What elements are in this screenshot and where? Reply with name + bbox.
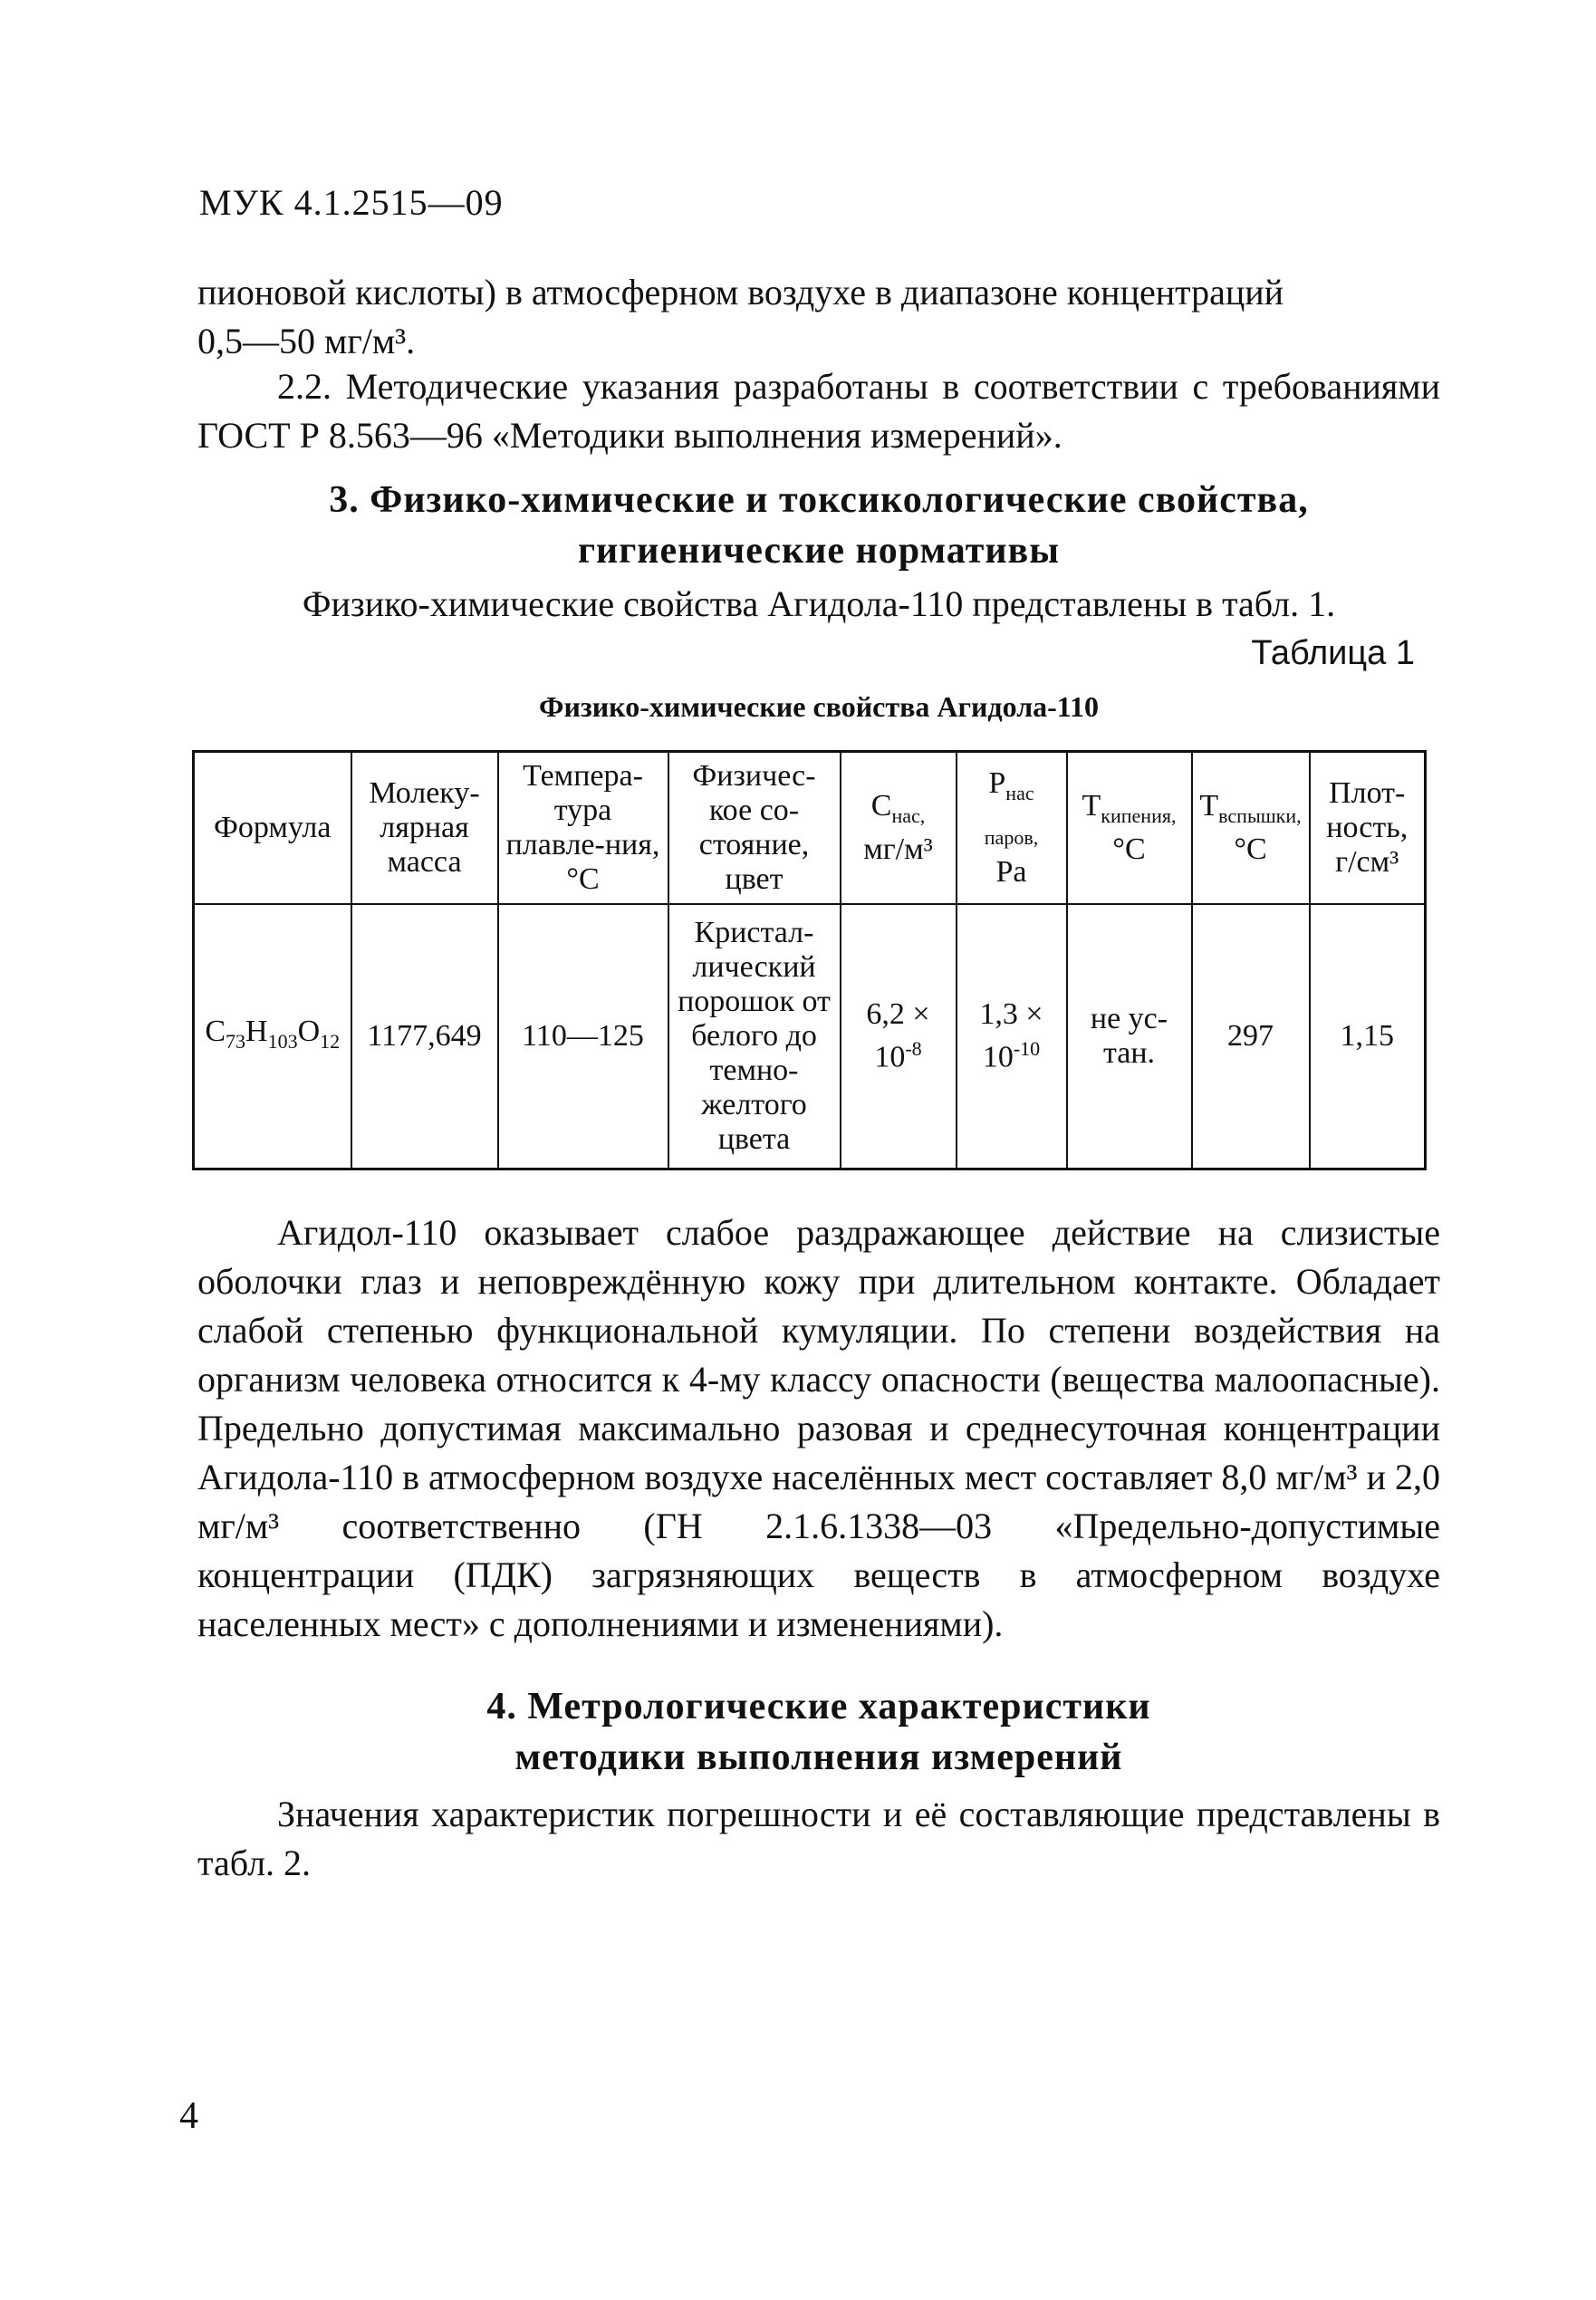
header-formula: Формула — [194, 752, 351, 905]
header-physical-state: Физичес-кое со-стояние, цвет — [668, 752, 841, 905]
table-title: Физико-химические свойства Агидола-110 — [538, 690, 1100, 723]
cell-melting-temp: 110—125 — [498, 904, 668, 1169]
section-4-heading-line-1: 4. Метрологические характеристики — [486, 1686, 1151, 1727]
header-vapor-pressure: $P_{нас паров,}$ Pa — [957, 752, 1067, 905]
section-3-intro: Физико-химические свойства Агидола-110 представлены в табл. 1. — [302, 583, 1336, 624]
intro-line-2: 0,5—50 мг/м³. — [197, 321, 416, 361]
section-4-heading — [197, 1681, 1440, 1783]
cell-flash-temp: 297 — [1192, 904, 1310, 1169]
cell-vapor-pressure: 1,3 × $10^{-10}$ — [957, 904, 1067, 1169]
header-melting-temp: Темпера-тура плавле-ния, °С — [498, 752, 668, 905]
cell-molecular-mass: 1177,649 — [351, 904, 498, 1169]
section-3-body-text: Агидол-110 оказывает слабое раздражающее действие на слизистые оболочки глаз и неповреждённую кожу при длительном контакте. Обладает слабой степенью функциональной кумуляции. По степени воздействия на организм человека относится к 4-му классу опасности (вещества малоопасные). Предельно допустимая максимально разовая и среднесуточная концентрации Агидола-110 в атмосферном воздухе населённых мест составляет 8,0 мг/м³ и 2,0 мг/м³ соответственно (ГН 2.1.6.1338—03 «Предельно-допустимые концентрации (ПДК) загрязняющих веществ в атмосферном воздухе населенных мест» с дополнениями и изменениями). — [197, 1212, 1440, 1644]
document-code-header: МУК 4.1.2515—09 — [199, 182, 504, 223]
header-c-saturation: $C_{нас,}$ мг/м³ — [841, 752, 957, 905]
properties-table — [192, 750, 1427, 1170]
section-4-body-text: Значения характеристик погрешности и её составляющие представлены в табл. 2. — [197, 1794, 1440, 1883]
intro-line-1: пионовой кислоты) в атмосферном воздухе в диапазоне концентраций — [197, 272, 1284, 313]
header-flash-temp: $T_{вспышки,}$ °С — [1192, 752, 1310, 905]
section-3-heading-line-2: гигиенические нормативы — [577, 530, 1061, 572]
header-density: Плот-ность, г/см³ — [1310, 752, 1426, 905]
cell-formula: $C_{73}H_{103}O_{12}$ — [194, 904, 351, 1169]
cell-c-saturation: 6,2 × $10^{-8}$ — [841, 904, 957, 1169]
section-4-heading-line-2: методики выполнения измерений — [514, 1737, 1123, 1778]
table-row — [194, 904, 1426, 1169]
cell-boiling-temp: не ус-тан. — [1067, 904, 1192, 1169]
cell-density: 1,15 — [1310, 904, 1426, 1169]
header-molecular-mass: Молеку-лярная масса — [351, 752, 498, 905]
table-header-row — [194, 752, 1426, 905]
section-3-heading-line-1: 3. Физико-химические и токсикологические свойства, — [329, 479, 1309, 521]
cell-physical-state: Кристал-лический порошок от белого до темно-желтого цвета — [668, 904, 841, 1169]
paragraph-2-2: 2.2. Методические указания разработаны в соответствии с требованиями ГОСТ Р 8.563—96 «Методики выполнения измерений». — [197, 366, 1440, 456]
intro-paragraph — [197, 268, 1440, 366]
page-number: 4 — [179, 2095, 198, 2137]
section-3-heading — [197, 475, 1440, 576]
header-boiling-temp: $T_{кипения,}$ °С — [1067, 752, 1192, 905]
table-label: Таблица 1 — [1251, 634, 1415, 672]
